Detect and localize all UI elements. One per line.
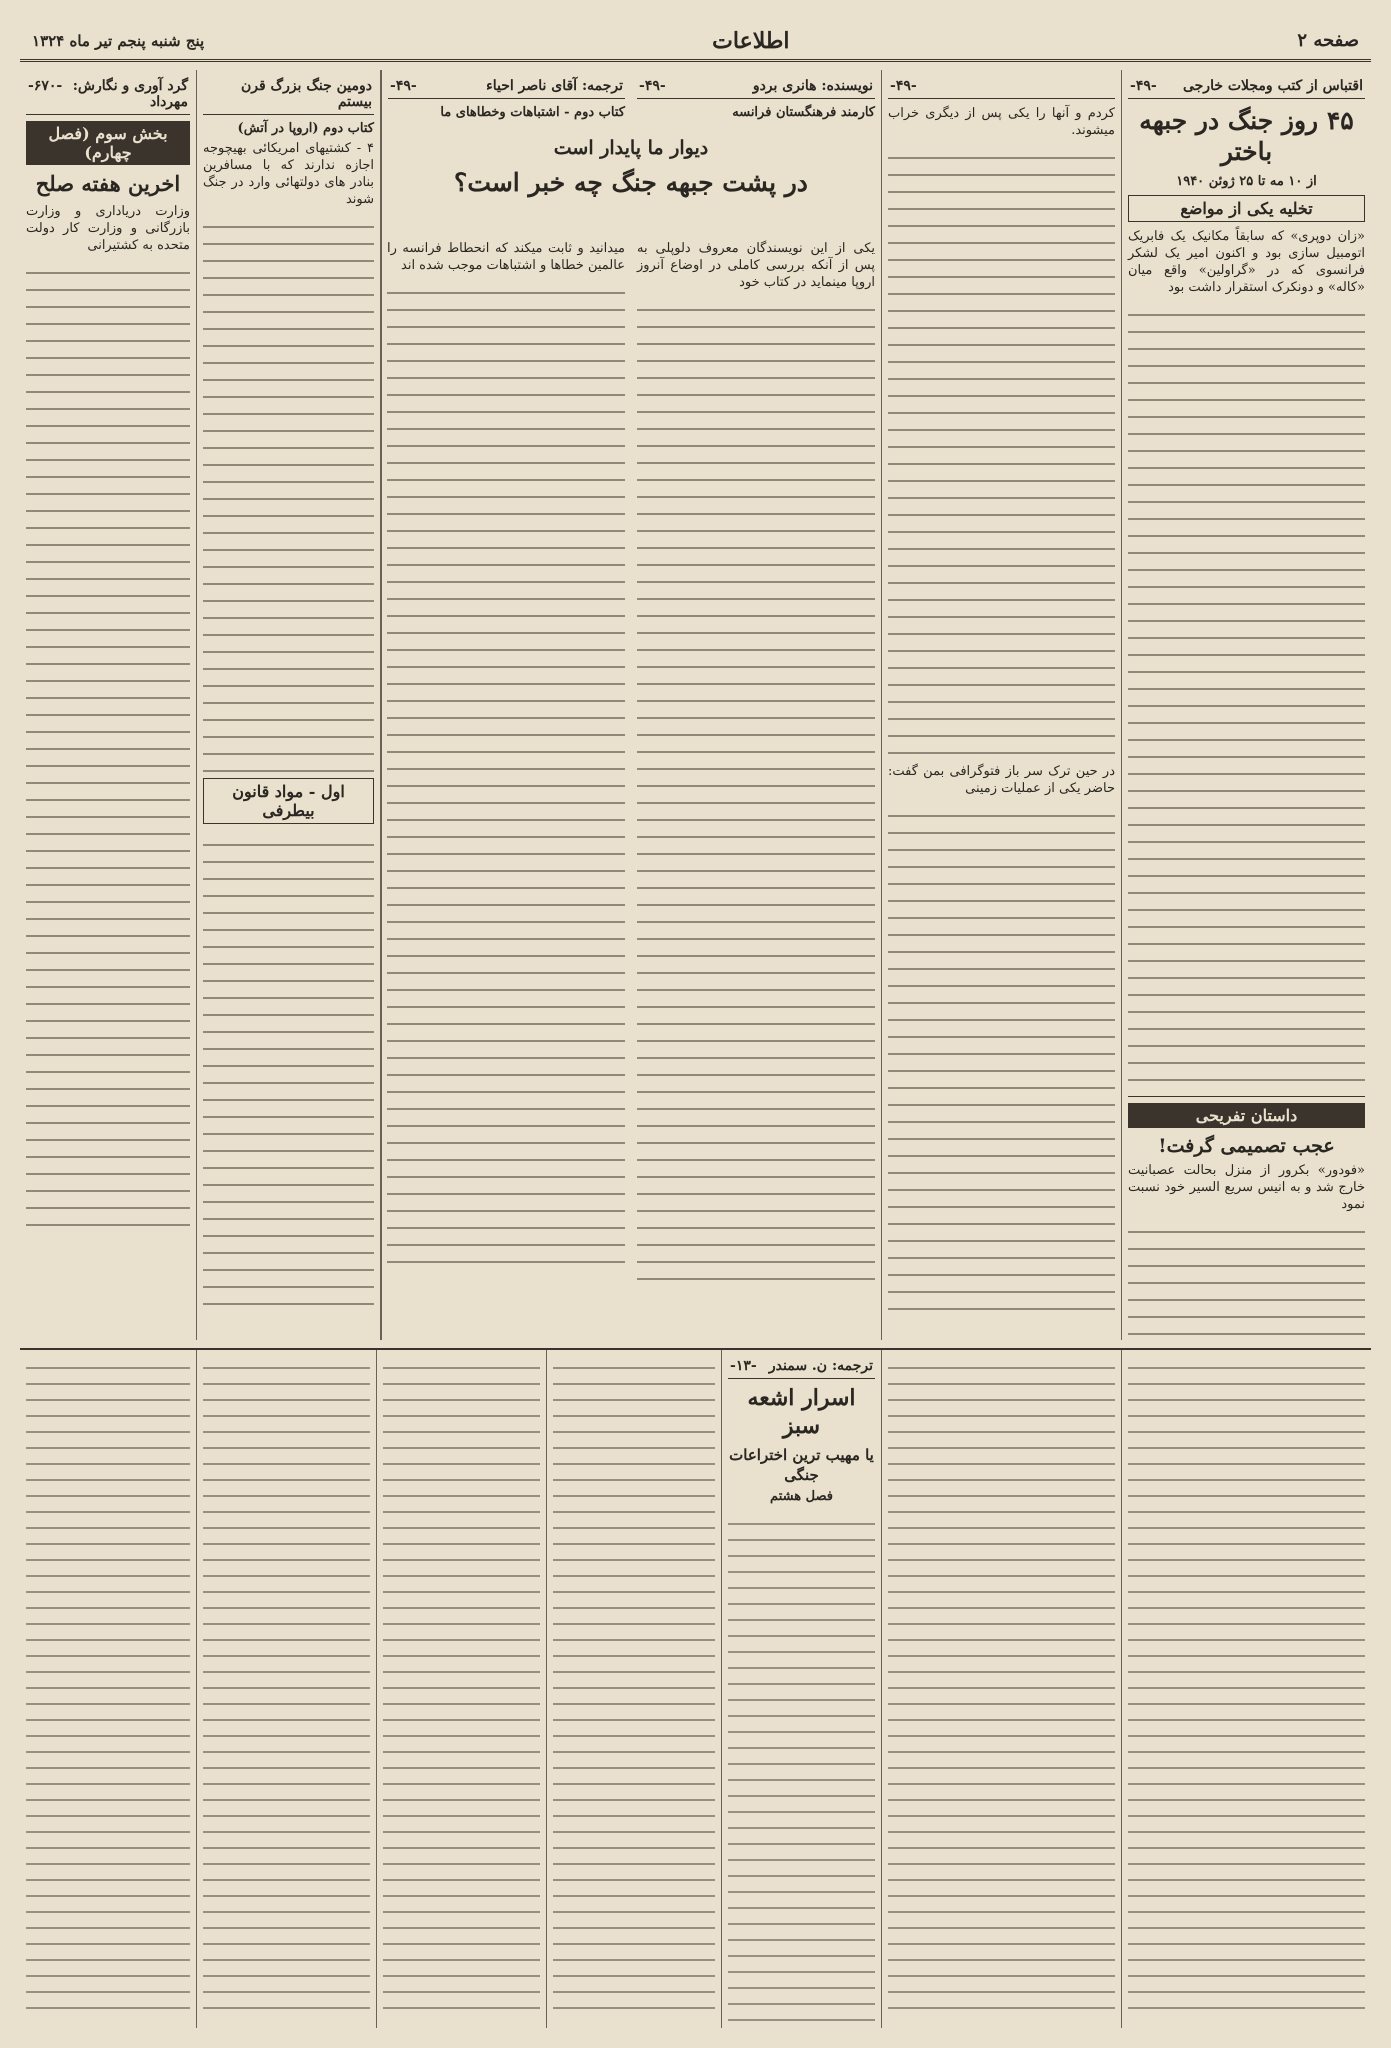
- column-4-text: [387, 240, 625, 1278]
- issue-date: پنج شنبه پنجم تیر ماه ۱۳۲۴: [32, 31, 205, 50]
- section-neutrality-law: اول - مواد قانون بیطرفی: [203, 778, 374, 824]
- column-5-header: دومین جنگ بزرگ قرن بیستم: [203, 74, 374, 115]
- article-lead-5: ۴ - کشتیهای امریکائی بهیچوجه اجازه ندارند که با مسافرین بنادر های دولتهائی وارد در جنگ شوند: [203, 141, 374, 207]
- column-4-header: ترجمه: آقای ناصر احیاء -۴۹-: [388, 74, 625, 99]
- column-2-body: [888, 143, 1115, 763]
- lower-column-4: [546, 1350, 721, 2028]
- article-lead-3: یکی از این نویسندگان معروف دلوپلی به پس از آنکه بررسی کاملی در اوضاع آنروز اروپا مینماید در کتاب خود: [637, 241, 875, 290]
- column-3-text: [637, 240, 875, 1295]
- column-2: [881, 70, 1121, 1340]
- headline-45-days: ۴۵ روز جنگ در جبهه باختر: [1139, 106, 1354, 167]
- spanning-headline: [381, 132, 881, 204]
- lower-column-2: [881, 1350, 1121, 2028]
- book-label: کتاب دوم (اروپا در آتش): [237, 121, 374, 136]
- column-2-header: -۴۹-: [888, 74, 1115, 99]
- part-three-label: بخش سوم (فصل چهارم): [26, 121, 190, 165]
- lower-section: [20, 1348, 1371, 2028]
- column-6: [20, 70, 196, 1340]
- masthead: [20, 22, 1371, 62]
- book-part: کتاب دوم - اشتباهات وخطاهای ما: [440, 105, 625, 120]
- story-body: [1128, 1217, 1365, 1340]
- lower-column-1: [1121, 1350, 1371, 2028]
- lower-column-3: [721, 1350, 881, 2028]
- story-title: عجب تصمیمی گرفت!: [1158, 1134, 1335, 1157]
- section-evacuation: تخلیه یکی از مواضع: [1128, 195, 1365, 222]
- lower-column-6: [196, 1350, 376, 2028]
- author-org: کارمند فرهنگستان فرانسه: [732, 105, 875, 120]
- headline-last-week: اخرین هفته صلح: [35, 171, 181, 196]
- upper-section: [20, 70, 1371, 1340]
- column-1-header: اقتباس از کتب ومجلات خارجی -۴۹-: [1128, 74, 1365, 99]
- lower-column-5: [376, 1350, 546, 2028]
- column-3-header: نویسنده: هانری بردو -۴۹-: [637, 74, 875, 99]
- story-section-label: داستان تفریحی: [1128, 1103, 1365, 1128]
- continued-text: کردم و آنها را یکی پس از دیگری خراب میشوند.: [888, 106, 1115, 138]
- paper-name: اطلاعات: [712, 27, 790, 54]
- serial-chapter: فصل هشتم: [770, 1489, 833, 1504]
- article-body: [1128, 300, 1365, 1090]
- continued-text-2: در حین ترک سر باز فتوگرافی بمن گفت: حاضر یکی از عملیات زمینی: [888, 764, 1115, 796]
- column-2-body-2: [888, 801, 1115, 1321]
- headline-behind-front: در پشت جبهه جنگ چه خبر است؟: [454, 167, 808, 197]
- article-lead-4: میدانید و ثابت میکند که انحطاط فرانسه را عالمین خطاها و اشتباهات موجب شده اند: [387, 241, 625, 273]
- article-lead: «زان دوپری» که سابقاً مکانیک یک فابریک اتومبیل سازی بود و اکنون امیر یک لشکر فرانسوی که در «گراولین» واقع میان «کاله» و دونکرک استقرار داشت بود: [1128, 228, 1365, 295]
- page-number: صفحه ۲: [1297, 30, 1359, 51]
- serial-subtitle: یا مهیب ترین اختراعات جنگی: [729, 1446, 874, 1484]
- column-5: [196, 70, 381, 1340]
- newspaper-page: [20, 22, 1371, 2028]
- article-lead-6: وزارت دریاداری و وزارت بازرگانی و وزارت کار دولت متحده به کشتیرانی: [26, 204, 190, 254]
- serial-header: ترجمه: ن. سمندر -۱۳-: [728, 1354, 875, 1379]
- lower-column-7: [20, 1350, 196, 2028]
- story-lead: «فودور» بکرور از منزل بحالت عصبانیت خارج شد و به انیس سریع السیر خود نسبت نمود: [1128, 1163, 1365, 1213]
- column-6-header: گرد آوری و نگارش: مهرداد -۶۷۰-: [26, 74, 190, 115]
- serial-title: اسرار اشعه سبز: [747, 1385, 856, 1439]
- headline-wall: دیوار ما پایدار است: [553, 137, 709, 159]
- headline-dates: از ۱۰ مه تا ۲۵ ژوئن ۱۹۴۰: [1176, 173, 1317, 189]
- column-1: [1121, 70, 1371, 1340]
